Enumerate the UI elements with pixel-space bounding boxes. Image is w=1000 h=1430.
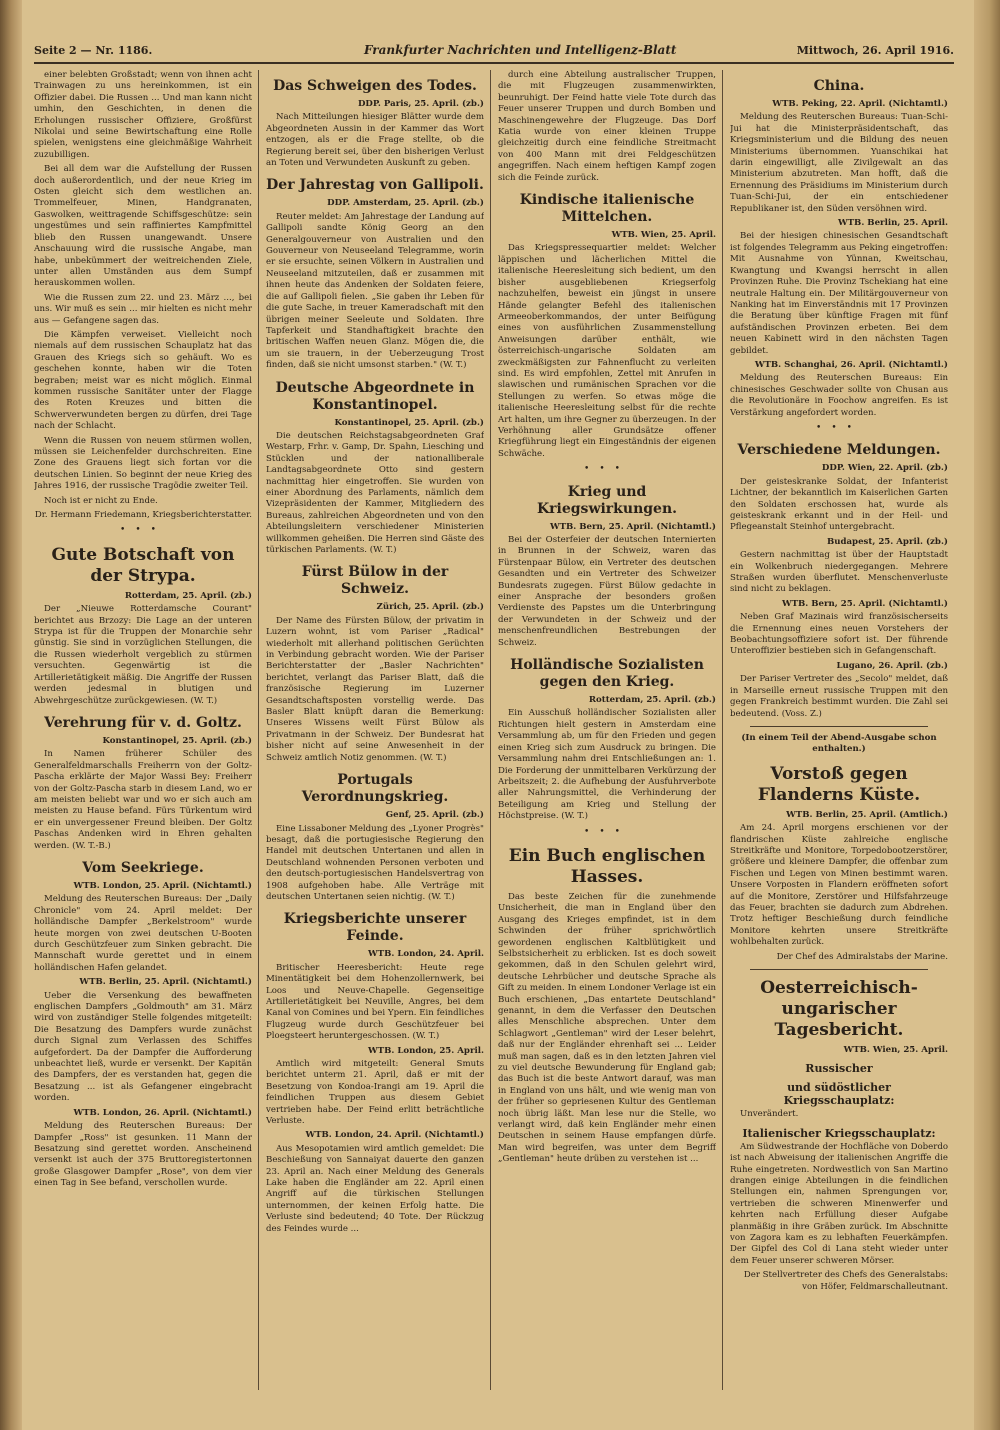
page-edge	[974, 0, 1000, 1430]
headline: Der Jahrestag von Gallipoli.	[266, 177, 484, 194]
author-signature: Dr. Hermann Friedemann, Kriegsberichterstatter.	[34, 510, 252, 521]
dateline: Genf, 25. April. (zb.)	[385, 810, 484, 821]
dateline: WTB. Schanghai, 26. April. (Nichtamtl.)	[754, 359, 948, 370]
headline: Portugals Verordnungskrieg.	[301, 772, 449, 806]
column-3	[498, 70, 716, 1390]
article-text: durch eine Abteilung australischer Truppen, die mit Flugzeugen zusammenwirkten, beunruhigt. Der Feind hatte viele Tote durch das Feuer unserer Truppen und durch Bomben und Maschinengewehre der Flugzeuge. Das Dorf Katia wurde von einer kleinen Truppe gleichzeitig durch eine feindliche Streitmacht von 400 Mann mit drei Feldgeschützen angegriffen. Nach einem heftigen Kampf zogen sich die Feinde zurück.	[498, 70, 716, 183]
separator-dots: •••	[584, 826, 630, 837]
headline: Vom Seekriege.	[82, 859, 204, 876]
author-signature: Der Stellvertreter des Chefs des Generalstabs: von Höfer, Feldmarschalleutnant.	[743, 1270, 948, 1292]
headline: Kriegsberichte unserer Feinde.	[283, 911, 467, 945]
article-text: Die deutschen Reichstagsabgeordneten Graf Westarp, Frhr. v. Gamp, Dr. Spahn, Liesching und Stücklen und der nationalliberale Landtagsabgeordnete Otto sind gestern nachmittag hier eingetroffen. Sie wurden von einer Abordnung des Parlaments, nämlich dem Vizepräsidenten der Kammer, Mitgliedern des Bureaus, zahlreichen Abgeordneten und von den Abteilungsleitern verschiedener Ministerien willkommen geheißen. Die Herren sind Gäste des türkischen Parlaments. (W. T.)	[266, 430, 484, 555]
article-text: Gestern nachmittag ist über der Hauptstadt ein Wolkenbruch niedergegangen. Mehrere Straßen wurden überflutet. Menschenverluste sind nicht zu beklagen.	[730, 550, 948, 595]
column-1	[34, 70, 252, 1390]
edition-note: (In einem Teil der Abend-Ausgabe schon enthalten.)	[741, 732, 937, 755]
headline: Holländische Sozialisten gegen den Krieg.	[510, 657, 704, 691]
headline: China.	[813, 78, 865, 94]
article-text: Die Kämpfen verweiset. Vielleicht noch niemals auf dem russischen Schauplatz hat das Grauen des Kriegs sich so gehäuft. Wo es geschehen konnte, haben wir die Toten begraben; meist war es nicht möglich. Einmal kommen russische Sanitäter unter der Flagge des Roten Kreuzes und bitten die Schwerverwundeten bergen zu dürfen, drei Tage nach der Schlacht.	[34, 329, 252, 432]
article-text: Bei der hiesigen chinesischen Gesandtschaft ist folgendes Telegramm aus Peking eingetroffen: Mit Ausnahme von Yünnan, Kweitschau, Kwangtung und Kwangsi herrscht in allen Provinzen Ruhe. Die Provinz Tschekiang hat eine neutrale Haltung ein. Der Militärgouverneur von Nanking hat im Einverständnis mit 17 Provinzen die Beratung über künftige Fragen mit fünf aufständischen Provinzen erbeten. Bei dem neuen Kabinett wird in den nächsten Tagen gebildet.	[730, 231, 948, 356]
separator-dots: •••	[816, 422, 862, 433]
dateline: Zürich, 25. April. (zb.)	[376, 602, 484, 613]
article-text: Amtlich wird mitgeteilt: General Smuts berichtet unterm 21. April, daß er mit der Besetzung von Kondoa-Irangi am 19. April die feindlichen Truppen aus diesem Gebiet vertrieben habe. Der Feind erlitt beträchtliche Verluste.	[266, 1059, 484, 1127]
headline: Das Schweigen des Todes.	[273, 78, 477, 94]
issue-date: Mittwoch, 26. April 1916.	[796, 44, 954, 57]
divider	[750, 726, 928, 727]
article-text: Am Südwestrande der Hochfläche von Doberdo ist nach Abweisung der italienischen Angriffe die Ruhe eingetreten. Nordwestlich von San Martino drangen einige Abteilungen in die feindlichen Stellungen ein, nahmen Sprengungen vor, vertrieben die schweren Minenwerfer und kehrten nach Erfüllung dieser Aufgabe planmäßig in ihre Gräben zurück. Im Abschnitte von Zagora kam es zu lebhaften Feuerkämpfen. Der Gipfel des Col di Lana steht wieder unter dem Feuer unserer schweren Mörser.	[730, 1141, 948, 1266]
headline: Tagesbericht.	[774, 1020, 904, 1040]
separator-dots: •••	[120, 525, 166, 536]
column-rule	[722, 70, 723, 1390]
article-text: Unverändert.	[740, 1109, 799, 1120]
article-text: Noch ist er nicht zu Ende.	[44, 495, 158, 506]
dateline: WTB. Peking, 22. April. (Nichtamtl.)	[772, 99, 948, 109]
headline: Krieg und Kriegswirkungen.	[537, 483, 677, 517]
subheading: Russischer	[805, 1062, 873, 1076]
article-text: Bei der Osterfeier der deutschen Internierten in Brunnen in der Schweiz, waren das Fürstenpaar Bülow, ein Vertreter des deutschen Gesandten und ein Vertreter des Schweizer Bundesrats zugegen. Fürst Bülow gedachte in einer Ansprache der besonders großen Verdienste des Papstes um die Unterbringung der Verwundeten in der Schweiz und der menschenfreundlichen Bestrebungen der Schweiz.	[498, 535, 716, 648]
page-number: Seite 2 — Nr. 1186.	[34, 44, 153, 57]
article-text: Wenn die Russen von neuem stürmen wollen, müssen sie Leichenfelder durchschreiten. Eine Zone des Grauens liegt sich fortan vor die deutschen Linien. So beginnt der neue Krieg des Jahres 1916, der russische Tragödie zweiter Teil.	[34, 435, 252, 492]
dateline: Budapest, 25. April. (zb.)	[826, 536, 948, 547]
dateline: DDP. Amsterdam, 25. April. (zb.)	[327, 198, 484, 209]
dateline: WTB. Berlin, 25. April.	[838, 218, 948, 229]
article-text: Der geisteskranke Soldat, der Infanterist Lichtner, der bekanntlich im Kaiserlichen Garten den Soldaten erschossen hat, wurde als geisteskrank erkannt und in der Heil- und Pflegeanstalt Steinhof untergebracht.	[730, 476, 948, 533]
headline: Kindische italienische Mittelchen.	[519, 192, 695, 226]
newspaper-page	[34, 40, 954, 1400]
article-text: Britischer Heeresbericht: Heute rege Minentätigkeit bei dem Hohenzollernwerk, bei Loos und Neuve-Chapelle. Gegenseitige Artillerietätigkeit bei Neuville, Angres, bei dem Kanal von Comines und bei Ypern. Ein feindliches Flugzeug wurde durch Geschützfeuer bei Ploegsteert heruntergeschossen. (W. T.)	[266, 962, 484, 1042]
article-text: Meldung des Reuterschen Bureaus: Der Dampfer „Ross" ist gesunken. 11 Mann der Besatzung sind gerettet worden. Anscheinend versenkt ist auch der 375 Bruttoregistertonnen große Glasgower Dampfer „Rose", von dem vier einen Tag in See befand, verschollen wurde.	[34, 1121, 252, 1189]
article-text: Ein Ausschuß holländischer Sozialisten aller Richtungen hielt gestern in Amsterdam eine Versammlung ab, um für den Frieden und gegen einen Krieg sich zum Ausdruck zu bringen. Die Versammlung nahm drei Entschließungen an: 1. Die Forderung der unmittelbaren Verkürzung der Arbeitszeit; 2. die Aufhebung der Ausfuhrverbote aller Nahrungsmittel, die Verhinderung der Beteiligung am Krieg und Stellung der Höchstpreise. (W. T.)	[498, 708, 716, 822]
dateline: DDP. Wien, 22. April. (zb.)	[821, 463, 948, 474]
dateline: Rotterdam, 25. April. (zb.)	[124, 590, 252, 601]
headline: Oesterreichisch-ungarischer	[760, 978, 918, 1019]
article-text: einer belebten Großstadt; wenn von ihnen acht Trainwagen zu uns hereinkommen, ist ein Offizier dabei. Die Russen ... Und man kann nicht umhin, den Geschichten, in denen die Erholungen russischer Offiziere, Großfürst Nikolai und seine Bewirtschaftung eine Rolle spielen, wenigstens eine gleichmäßige Wahrheit zuzubilligen.	[34, 70, 252, 160]
headline: Vorstoß gegen	[770, 763, 908, 784]
article-text: In Namen früherer Schüler des Generalfeldmarschalls Freiherrn von der Goltz-Pascha erklärte der Major Wassi Bey: Freiherr von der Goltz-Pascha starb in diesem Land, wo er am meisten beliebt war und wo er sich auch am meisten zu Hause befand. Fürs Türkentum wird er ein unvergessener Freund bleiben. Der Goltz Paschas Andenken wird in Ehren gehalten werden. (W. T.-B.)	[34, 749, 252, 851]
headline: Verehrung für v. d. Goltz.	[44, 714, 242, 731]
column-rule	[490, 70, 491, 1390]
article-text: Eine Lissaboner Meldung des „Lyoner Progrès" besagt, daß die portugiesische Regierung den Handel mit deutschen Untertanen und allen in Deutschland wohnenden Personen verboten und den deutsch-portugiesischen Handelsvertrag von 1908 aufgehoben habe. Alle Verträge mit deutschen Untertanen seien nichtig. (W. T.)	[266, 823, 484, 902]
masthead: Frankfurter Nachrichten und Intelligenz-Blatt	[364, 43, 677, 57]
article-text: Nach Mitteilungen hiesiger Blätter wurde dem Abgeordneten Aussin in der Kammer das Wort entzogen, als er die Frage stellte, ob die Regierung bereit sei, über den bisherigen Verlust an Toten und Verwundeten Auskunft zu geben.	[266, 112, 484, 169]
dateline: WTB. Bern, 25. April. (Nichtamtl.)	[781, 598, 948, 609]
headline: Verschiedene Meldungen.	[737, 442, 941, 459]
article-text: Meldung des Reuterschen Bureaus: Der „Daily Chronicle" vom 24. April meldet: Der holländische Dampfer „Berkelstroom" wurde heute morgen von zwei deutschen U-Booten durch Geschützfeuer zum Sinken gebracht. Die Mannschaft wurde gerettet und in einem holländischen Hafen gelandet.	[34, 894, 252, 973]
dateline: WTB. London, 24. April. (Nichtamtl.)	[305, 1130, 484, 1141]
article-text: Das beste Zeichen für die zunehmende Unsicherheit, die man in England über den Ausgang des Krieges empfindet, ist in dem Schwinden der früher sprichwörtlich gewordenen englischen Kaltblütigkeit und Selbstsicherheit zu erblicken. Ist es doch soweit gekommen, daß in den Schulen gelehrt wird, deutsche Lehrbücher und deutsche Sprache als Gift zu meiden. In einem Londoner Verlage ist ein Buch erschienen, „Das entartete Deutschland" genannt, in dem die Verfasser den Deutschen alles Menschliche absprechen. Unter dem Schlagwort „Gentleman" wird der Leser belehrt, daß nur der Engländer ehrenhaft sei ... Leider muß man sagen, daß es in den letzten Jahren viel zu viel deutsche Bewunderung für England gab; das Buch ist die beste Antwort darauf, was man in England von uns hält, und wie wenig man von der früher so gepriesenen Kultur des Gentleman noch übrig läßt. Man lese nur die Stelle, wo verlangt wird, daß kein Engländer mehr einen Deutschen in seinem Hause empfangen dürfe. Man wird begreifen, was unter dem Begriff „Gentleman" heute drüben zu verstehen ist ...	[498, 891, 716, 1165]
article-text: Meldung des Reuterschen Bureaus: Ein chinesisches Geschwader sollte von Chusan aus die Revolutionäre in Foochow angreifen. Es ist Verstärkung angefordert worden.	[730, 373, 948, 418]
divider	[750, 969, 928, 970]
dateline: WTB. London, 26. April. (Nichtamtl.)	[73, 1107, 252, 1118]
article-text: Wie die Russen zum 22. und 23. März ..., bei uns. Wir muß es sein ... mir hielten es nicht mehr aus — Gefangene sagen das.	[34, 292, 252, 326]
dateline: WTB. Berlin, 25. April. (Nichtamtl.)	[79, 977, 252, 988]
separator-dots: •••	[584, 464, 630, 475]
headline: Deutsche Abgeordnete in Konstantinopel.	[275, 379, 475, 413]
dateline: WTB. Wien, 25. April.	[843, 1045, 948, 1055]
headline: Ein Buch englischen Hasses.	[508, 845, 706, 887]
binding-spine	[0, 0, 22, 1430]
headline: Flanderns Küste.	[757, 784, 921, 805]
subheading: Italienischer Kriegsschauplatz:	[742, 1126, 936, 1140]
column-2	[266, 70, 484, 1390]
dateline: Konstantinopel, 25. April. (zb.)	[334, 417, 484, 428]
article-text: Ueber die Versenkung des bewaffneten englischen Dampfers „Goldmouth" am 31. März wird von zuständiger Stelle folgendes mitgeteilt: Die Besatzung des Dampfers wurde zunächst durch Signal zum Verlassen des Schiffes aufgefordert. Da der Dampfer die Aufforderung unbeachtet ließ, wurde er versenkt. Der Kapitän des Dampfers, der es verstanden hat, gegen die Besatzung ... ist als Gefangener eingebracht worden.	[34, 990, 252, 1104]
headline: Gute Botschaft von der Strypa.	[51, 544, 235, 586]
dateline: WTB. Wien, 25. April.	[611, 230, 716, 241]
dateline: WTB. Berlin, 25. April. (Amtlich.)	[786, 809, 948, 820]
dateline: Rotterdam, 25. April. (zb.)	[588, 695, 716, 706]
dateline: WTB. London, 25. April.	[368, 1045, 484, 1056]
dateline: WTB. Bern, 25. April. (Nichtamtl.)	[549, 521, 716, 532]
page-header	[34, 40, 954, 64]
article-text: Aus Mesopotamien wird amtlich gemeldet: Die Beschießung von Sannaiyat dauerte den ganzen 23. April an. Nach einer Meldung des Generals Lake haben die Engländer am 22. April einen Angriff auf die türkischen Stellungen unternommen, der keinen Erfolg hatte. Die Verluste sind bedeutend; 40 Tote. Der Rückzug des Feindes wurde ...	[266, 1143, 484, 1234]
article-text: Der Name des Fürsten Bülow, der privatim in Luzern wohnt, ist vom Pariser „Radical" wiederholt mit allerhand politischen Gerüchten in Verbindung gebracht worden. Wie der Pariser Berichterstatter der „Basler Nachrichten" berichtet, verlangt das Pariser Blatt, daß die französische Regierung im Luzerner Gesandtschaftsposten vorstellig werde. Das Basler Blatt knüpft daran die Bemerkung: Unseres Wissens weilt Fürst Bülow als Privatmann in der Schweiz. Der Bundesrat hat bisher nicht auf seine Anwesenheit in der Schweiz amtlich Notiz genommen. (W. T.)	[266, 615, 484, 763]
article-text: Reuter meldet: Am Jahrestage der Landung auf Gallipoli sandte König Georg an den Generalgouverneur von Australien und den Gouverneur von Neuseeland Telegramme, worin er sie ersuchte, seinen Völkern in Australien und Neuseeland mitzuteilen, daß er zusammen mit ihnen heute das Andenken der Soldaten feiere, die auf Gallipoli fielen. „Sie gaben ihr Leben für die gute Sache, in treuer Kameradschaft mit den übrigen meiner Seeleute und Soldaten. Ihre Tapferkeit und Standhaftigkeit brachte den britischen Waffen neuen Glanz. Mögen die, die um sie trauern, in der Ueberzeugung Trost finden, daß sie nicht umsonst starben." (W. T.)	[266, 211, 484, 371]
article-text: Am 24. April morgens erschienen vor der flandrischen Küste zahlreiche englische Streitkräfte und Monitore, Torpedobootzerstörer, größere und kleinere Dampfer, die offenbar zum Fischen und Legen von Minen bestimmt waren. Unsere Vorposten in Flandern eröffneten sofort auf die Monitore, Zerstörer und Hilfsfahrzeuge das Feuer, brachten sie dadurch zum Abdrehen. Trotz heftiger Beschießung durch feindliche Monitore kehrten unsere Streitkräfte wohlbehalten zurück.	[730, 823, 948, 948]
column-4	[730, 70, 948, 1390]
subheading: und südöstlicher Kriegsschauplatz:	[783, 1081, 895, 1108]
column-rule	[258, 70, 259, 1390]
article-text: Bei all dem war die Aufstellung der Russen doch außerordentlich, und der neue Krieg im Osten gleicht sich dem westlichen an. Trommelfeuer, Minen, Handgranaten, Gaswolken, weittragende Schiffsgeschütze: sein ungestümes und sein raffiniertes Kampfmittel blieb den Russen unangewandt. Unsere Anschauung wird die russische Angabe, man habe, unbekümmert der weitreichenden Ziele, unter allen Umständen aus dem Sumpf herauskommen wollen.	[34, 164, 252, 289]
dateline: WTB. London, 24. April.	[368, 949, 484, 960]
article-text: Meldung des Reuterschen Bureaus: Tuan-Schi-Jui hat die Ministerpräsidentschaft, das Kriegsministerium und die Bildung des neuen Ministeriums übernommen. Yuanschikai hat darin eingewilligt, alle Zivilgewalt an das Ministerium abzutreten. Man hofft, daß die Ernennung des Präsidiums im Ministerium durch Tuan-Schi-Jui, der ein entschiedener Republikaner ist, den Süden versöhnen wird.	[730, 112, 948, 214]
article-text: Neben Graf Mazinais wird französischerseits die Ernennung eines neuen Vorstehers der Beobachtungsoffiziere sofort ist. Der führende Unteroffizier bestieben sich in Gefangenschaft.	[730, 612, 948, 657]
headline: Fürst Bülow in der Schweiz.	[301, 564, 449, 598]
dateline: Konstantinopel, 25. April. (zb.)	[102, 735, 252, 746]
article-text: Der Pariser Vertreter des „Secolo" meldet, daß in Marseille erneut russische Truppen mit den gegen Frankreich bestimmt wurden. Die Zahl sei bedeutend. (Voss. Z.)	[730, 674, 948, 719]
article-text: Das Kriegspressequartier meldet: Welcher läppischen und lächerlichen Mittel die italienische Heeresleitung sich bedient, um den bisher ausgebliebenen Kriegserfolg nachzuhelfen, beweist ein jüngst in unsere Hände gelangter Befehl des italienischen Armeeoberkommandos, der unter Beifügung eines von ausführlichen Zusammenstellung Anweisungen darüber enthält, wie österreichisch-ungarische Soldaten am zweckmäßigsten zur Fahnenflucht zu verleiten sind. Es wird empfohlen, Zettel mit Anrufen in slawischen und rumänischen Sprachen vor die Stellungen zu werfen. So etwas möge die italienische Heeresleitung selbst für die rechte Art halten, um ihre Gegner zu überzeugen. In der Verhöhnung aller Grundsätze offener Kriegführung liegt ein Eingeständnis der eigenen Schwäche.	[498, 243, 716, 459]
article-text: Der „Nieuwe Rotterdamsche Courant" berichtet aus Brzozy: Die Lage an der unteren Strypa ist für die Truppen der Monarchie sehr günstig. Sie sind in vorzüglichen Stellungen, die die Russen wiederholt vergeblich zu stürmen versuchten. Gegenwärtig ist die Artillerietätigkeit mäßig. Die Angriffe der Russen werden jedesmal in blutigen und Abwehrgeschütze zurückgewiesen. (W. T.)	[34, 604, 252, 706]
dateline: DDP. Paris, 25. April. (zb.)	[357, 99, 484, 109]
author-signature: Der Chef des Admiralstabs der Marine.	[776, 951, 948, 962]
dateline: Lugano, 26. April. (zb.)	[836, 660, 948, 671]
dateline: WTB. London, 25. April. (Nichtamtl.)	[73, 880, 252, 891]
